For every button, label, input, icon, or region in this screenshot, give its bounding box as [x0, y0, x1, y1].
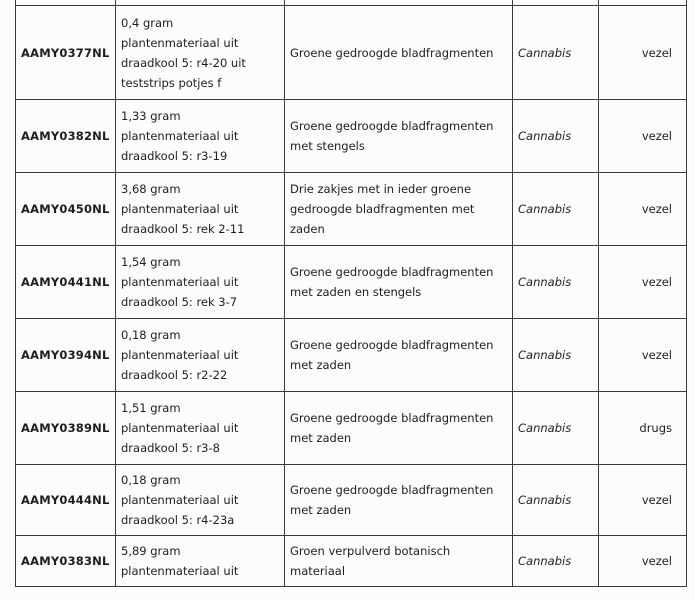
species-cell: Cannabis: [513, 246, 599, 319]
material-line: draadkool 5: r4-20 uit: [121, 55, 246, 70]
description-line: Groene gedroogde bladfragmenten: [290, 265, 494, 279]
species-cell: Cannabis: [513, 465, 599, 536]
material-line: 3,68 gram: [121, 182, 181, 196]
species-cell: Cannabis: [513, 100, 599, 173]
description-cell: [285, 536, 513, 587]
type-cell: vezel: [599, 319, 687, 392]
species-cell: Cannabis: [513, 173, 599, 246]
type-cell: vezel: [599, 6, 687, 100]
type-cell: vezel: [599, 173, 687, 246]
material-cell: [116, 319, 285, 392]
material-cell: [116, 465, 285, 536]
description-line: gedroogde bladfragmenten met: [290, 202, 475, 216]
species-cell: Cannabis: [513, 319, 599, 392]
type-cell: vezel: [599, 536, 687, 587]
description-line: met zaden en stengels: [290, 285, 422, 299]
sample-id-cell: AAMY0444NL: [16, 465, 116, 536]
material-cell: [116, 246, 285, 319]
description-line: Groen verpulverd botanisch: [290, 544, 451, 558]
sample-id-cell: AAMY0389NL: [16, 392, 116, 465]
table-row: [16, 6, 687, 100]
description-line: Drie zakjes met in ieder groene: [290, 182, 472, 196]
description-cell: [285, 246, 513, 319]
description-line: met zaden: [290, 503, 352, 517]
material-line: teststrips potjes f: [121, 75, 222, 90]
type-cell: vezel: [599, 100, 687, 173]
description-cell: [285, 465, 513, 536]
type-cell: vezel: [599, 465, 687, 536]
material-line: draadkool 5: r3-19: [121, 149, 228, 163]
material-line: 5,89 gram: [121, 544, 181, 558]
table-row: [16, 100, 687, 173]
material-cell: [116, 173, 285, 246]
description-line: zaden: [290, 222, 325, 236]
material-cell: [116, 392, 285, 465]
description-cell: [285, 319, 513, 392]
species-cell: Cannabis: [513, 392, 599, 465]
sample-id-cell: AAMY0450NL: [16, 173, 116, 246]
material-line: draadkool 5: r2-22: [121, 368, 228, 382]
type-cell: vezel: [599, 246, 687, 319]
material-line: plantenmateriaal uit: [121, 129, 239, 143]
material-line: plantenmateriaal uit: [121, 564, 239, 578]
sample-id-cell: AAMY0383NL: [16, 536, 116, 587]
table-row: [16, 465, 687, 536]
material-line: plantenmateriaal uit: [121, 348, 239, 362]
description-line: Groene gedroogde bladfragmenten: [290, 411, 494, 425]
description-line: met zaden: [290, 431, 352, 445]
material-line: plantenmateriaal uit: [121, 275, 239, 289]
material-line: 1,54 gram: [121, 255, 181, 269]
description-cell: [285, 173, 513, 246]
description-cell: [285, 6, 513, 100]
material-line: 0,18 gram: [121, 473, 181, 487]
material-line: 0,4 gram: [121, 15, 174, 30]
sample-id-cell: AAMY0394NL: [16, 319, 116, 392]
evidence-table: [15, 0, 687, 587]
description-line: met stengels: [290, 139, 365, 153]
species-cell: Cannabis: [513, 536, 599, 587]
material-cell: [116, 536, 285, 587]
table-row: [16, 173, 687, 246]
material-line: plantenmateriaal uit: [121, 35, 239, 50]
description-line: materiaal: [290, 564, 346, 578]
material-line: 1,33 gram: [121, 109, 181, 123]
description-line: Groene gedroogde bladfragmenten: [290, 338, 494, 352]
material-line: draadkool 5: rek 2-11: [121, 222, 245, 236]
material-line: draadkool 5: r4-23a: [121, 513, 235, 527]
description-cell: [285, 100, 513, 173]
type-cell: drugs: [599, 392, 687, 465]
table-row: [16, 319, 687, 392]
material-line: 0,18 gram: [121, 328, 181, 342]
material-line: plantenmateriaal uit: [121, 421, 239, 435]
sample-id-cell: AAMY0441NL: [16, 246, 116, 319]
table-row: [16, 246, 687, 319]
material-line: draadkool 5: r3-8: [121, 441, 220, 455]
description-line: Groene gedroogde bladfragmenten: [290, 119, 494, 133]
species-cell: Cannabis: [513, 6, 599, 100]
description-line: Groene gedroogde bladfragmenten: [290, 483, 494, 497]
table-row: [16, 392, 687, 465]
description-cell: [285, 392, 513, 465]
material-line: plantenmateriaal uit: [121, 202, 239, 216]
description-line: met zaden: [290, 358, 352, 372]
sample-id-cell: AAMY0382NL: [16, 100, 116, 173]
material-cell: [116, 100, 285, 173]
sample-id-cell: AAMY0377NL: [16, 6, 116, 100]
table-row: [16, 536, 687, 587]
material-line: 1,51 gram: [121, 401, 181, 415]
material-line: draadkool 5: rek 3-7: [121, 295, 238, 309]
material-line: plantenmateriaal uit: [121, 493, 239, 507]
description-line: Groene gedroogde bladfragmenten: [290, 45, 494, 60]
material-cell: [116, 6, 285, 100]
evidence-table-body: [16, 0, 687, 587]
